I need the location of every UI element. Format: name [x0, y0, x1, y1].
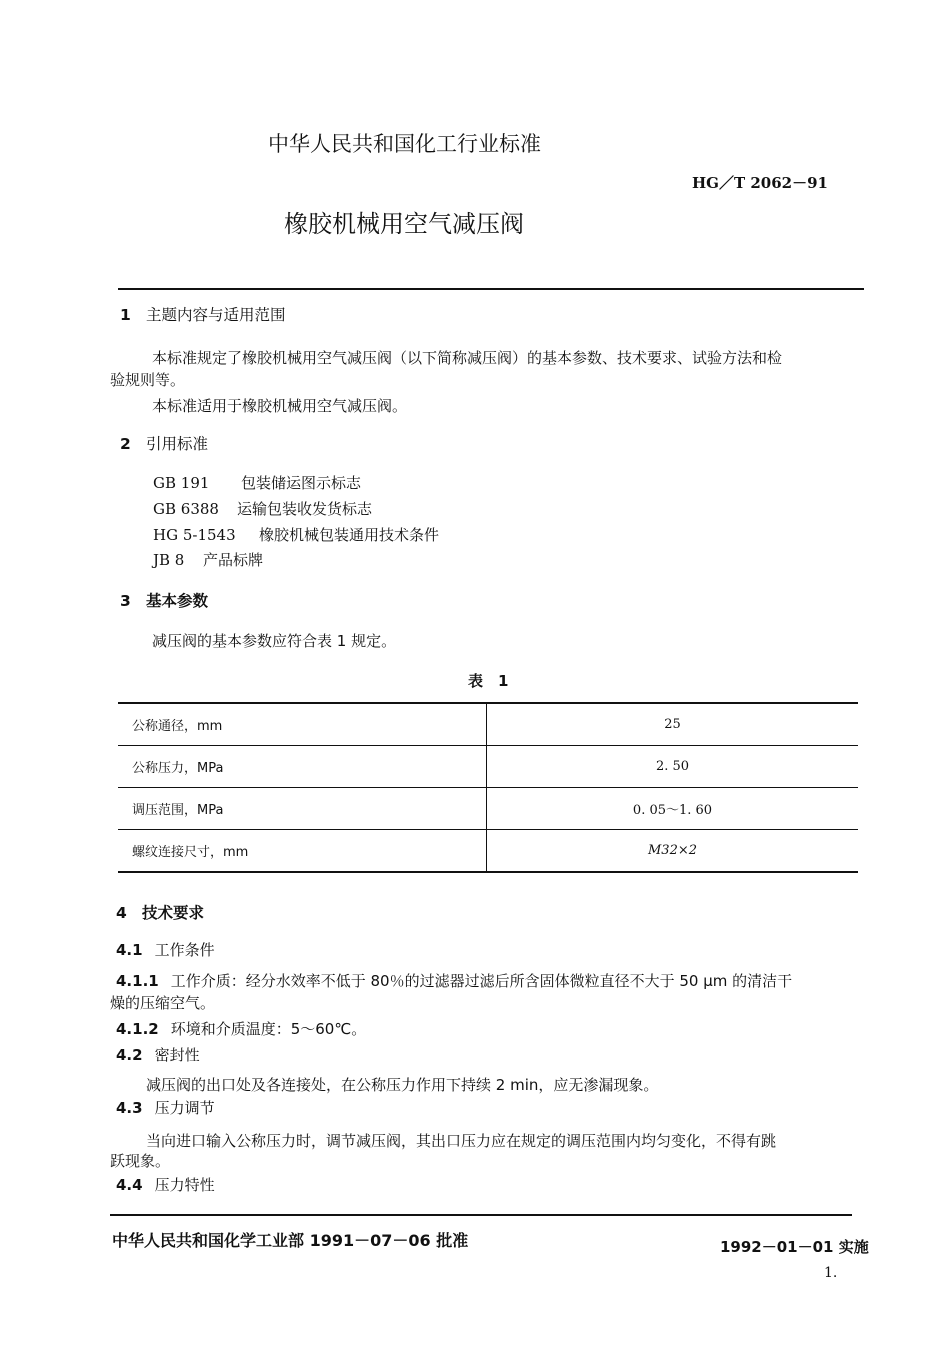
reference-code: GB 191 — [153, 474, 210, 492]
footer-rule — [110, 1214, 852, 1216]
reference-item — [153, 498, 372, 519]
page-number: 1. — [824, 1265, 838, 1281]
subsection-number: 4.4 — [116, 1176, 143, 1194]
reference-item — [153, 549, 263, 570]
subsection-4-2 — [116, 1044, 200, 1065]
section-3-paragraph: 减压阀的基本参数应符合表 1 规定。 — [152, 632, 397, 650]
section-1-paragraph-2: 本标准适用于橡胶机械用空气减压阀。 — [152, 397, 408, 415]
subsection-title: 压力特性 — [154, 1176, 215, 1194]
reference-code: HG 5-1543 — [153, 526, 236, 544]
subsection-text: 工作介质：经分水效率不低于 80％的过滤器过滤后所含固体微粒直径不大于 50 μm 的清洁干 — [170, 972, 793, 990]
subsection-4-1-1 — [116, 970, 792, 991]
subsection-title: 工作条件 — [154, 941, 215, 959]
parameters-table — [118, 702, 858, 873]
section-title: 基本参数 — [146, 592, 209, 610]
section-title: 技术要求 — [142, 904, 205, 922]
table-row — [118, 788, 858, 830]
section-1-heading — [120, 303, 286, 325]
subsection-number: 4.3 — [116, 1099, 143, 1117]
standard-code: HG／T 2062－91 — [692, 174, 828, 192]
document-title: 橡胶机械用空气减压阀 — [284, 210, 524, 238]
subsection-text: 环境和介质温度：5～60℃。 — [170, 1020, 367, 1038]
reference-name: 运输包装收发货标志 — [237, 500, 373, 518]
subsection-4-1 — [116, 939, 215, 960]
section-2-heading — [120, 432, 208, 454]
param-name: 公称通径，mm — [118, 703, 487, 746]
subsection-title: 压力调节 — [154, 1099, 215, 1117]
param-name: 调压范围，MPa — [118, 788, 487, 830]
reference-item — [153, 524, 439, 545]
subsection-4-2-text: 减压阀的出口处及各连接处，在公称压力作用下持续 2 min，应无渗漏现象。 — [146, 1076, 659, 1094]
section-4-heading — [116, 901, 204, 923]
subsection-number: 4.1 — [116, 941, 143, 959]
param-value: 0. 05～1. 60 — [487, 788, 859, 830]
subsection-title: 密封性 — [154, 1046, 200, 1064]
section-1-paragraph-1: 本标准规定了橡胶机械用空气减压阀（以下简称减压阀）的基本参数、技术要求、试验方法和检 — [152, 349, 783, 367]
subsection-4-4 — [116, 1174, 215, 1195]
subsection-number: 4.1.1 — [116, 972, 159, 990]
param-value: 2. 50 — [487, 746, 859, 788]
param-name: 螺纹连接尺寸，mm — [118, 830, 487, 873]
section-number: 2 — [120, 435, 131, 453]
subsection-4-1-1-continued: 燥的压缩空气。 — [110, 994, 216, 1012]
subsection-4-3 — [116, 1097, 215, 1118]
table-row — [118, 746, 858, 788]
reference-code: JB 8 — [153, 551, 185, 569]
reference-name: 包装储运图示标志 — [241, 474, 362, 492]
standard-org-title: 中华人民共和国化工行业标准 — [268, 132, 541, 156]
reference-name: 产品标牌 — [203, 551, 264, 569]
reference-code: GB 6388 — [153, 500, 219, 518]
table-row — [118, 703, 858, 746]
reference-item — [153, 472, 361, 493]
param-name: 公称压力，MPa — [118, 746, 487, 788]
table-row — [118, 830, 858, 873]
reference-name: 橡胶机械包装通用技术条件 — [259, 526, 440, 544]
section-title: 引用标准 — [146, 435, 209, 453]
effective-date: 1992－01－01 实施 — [720, 1238, 869, 1256]
table-caption: 表 1 — [468, 672, 509, 690]
param-value: M32×2 — [487, 830, 859, 873]
subsection-number: 4.2 — [116, 1046, 143, 1064]
section-1-paragraph-1-continued: 验规则等。 — [110, 371, 186, 389]
header-rule — [118, 288, 864, 290]
param-value: 25 — [487, 703, 859, 746]
section-title: 主题内容与适用范围 — [146, 306, 286, 324]
section-number: 3 — [120, 592, 131, 610]
section-number: 1 — [120, 306, 131, 324]
subsection-4-3-text-continued: 跃现象。 — [110, 1152, 171, 1170]
section-number: 4 — [116, 904, 127, 922]
subsection-number: 4.1.2 — [116, 1020, 159, 1038]
subsection-4-1-2 — [116, 1018, 366, 1039]
approval-statement: 中华人民共和国化学工业部 1991－07－06 批准 — [112, 1231, 469, 1250]
section-3-heading — [120, 589, 208, 611]
subsection-4-3-text: 当向进口输入公称压力时，调节减压阀，其出口压力应在规定的调压范围内均匀变化，不得有跳 — [146, 1132, 777, 1150]
